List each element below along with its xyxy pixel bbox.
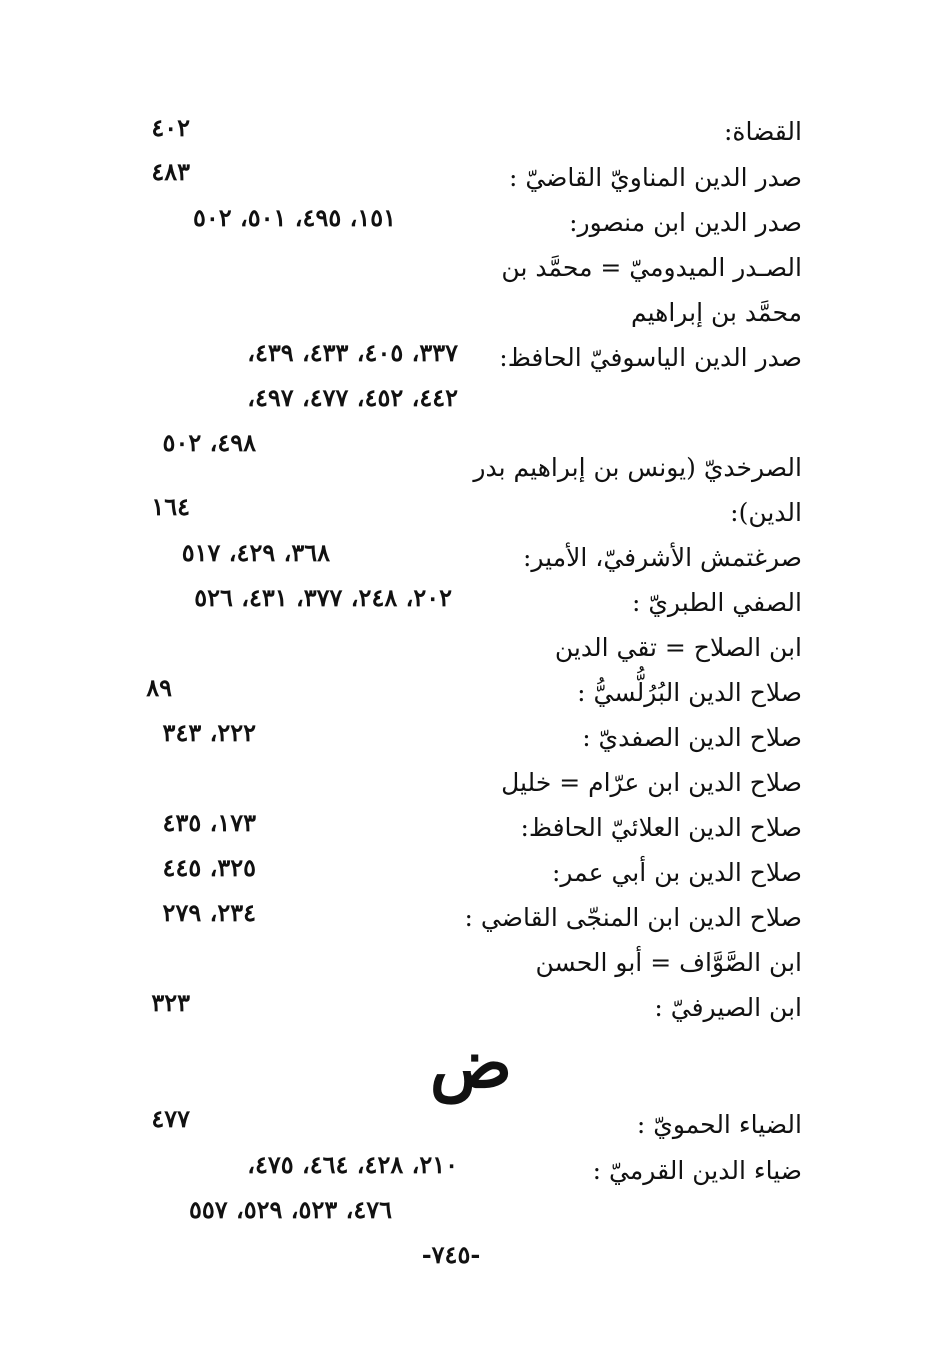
page-number: -٧٤٥- [421,1240,481,1269]
entry-pages: ٣٦٨، ٤٢٩، ٥١٧ [181,538,330,567]
section-letter-heading: ض [429,1024,513,1104]
entry-name: الضياء الحمويّ : [636,1110,802,1139]
entry-name: صرغتمش الأشرفيّ، الأمير: [522,543,802,572]
entry-pages: ٣٣٧، ٤٠٥، ٤٣٣، ٤٣٩، [247,338,458,367]
entry-pages: ١٧٣، ٤٣٥ [162,808,256,837]
entry-name: الصـدر الميدوميّ = محمَّد بن [501,253,802,282]
entry-name: ابن الصيرفيّ : [654,993,802,1022]
entry-pages: ٤٧٧ [151,1104,190,1133]
entry-pages: ٤٧٦، ٥٢٣، ٥٢٩، ٥٥٧ [188,1195,392,1224]
entry-pages: ٨٩ [146,673,172,702]
entry-name: ضياء الدين القرميّ : [592,1156,802,1185]
entry-pages: ٤٠٢ [151,113,190,142]
entry-name: الصفي الطبريّ : [631,588,802,617]
entry-name: ابن الصَّوَّاف = أبو الحسن [535,948,802,977]
entry-pages: ١٥١، ٤٩٥، ٥٠١، ٥٠٢ [192,203,396,232]
entry-name: القضاة: [723,117,802,146]
entry-pages: ٢٢٢، ٣٤٣ [162,718,256,747]
entry-pages: ٣٢٥، ٤٤٥ [162,853,256,882]
entry-pages: ٤٨٣ [151,157,190,186]
entry-name: صدر الدين ابن منصور: [569,208,802,237]
entry-pages: ٤٤٢، ٤٥٢، ٤٧٧، ٤٩٧، [247,383,458,412]
entry-name: ابن الصلاح = تقي الدين [554,633,802,662]
entry-name: صلاح الدين بن أبي عمر: [551,858,802,887]
entry-name: صدر الدين الياسوفيّ الحافظ: [499,343,802,372]
entry-name: الدين): [730,498,802,527]
entry-name: محمَّد بن إبراهيم [631,298,802,327]
entry-pages: ١٦٤ [151,492,190,521]
entry-name: صلاح الدين الصفديّ : [582,723,802,752]
entry-name: صدر الدين المناويّ القاضيّ : [508,163,802,192]
entry-name: صلاح الدين البُرُلُّسيُّ : [577,678,802,707]
entry-name: الصرخديّ (يونس بن إبراهيم بدر [473,453,802,482]
entry-name: صلاح الدين ابن المنجّى القاضي : [464,903,802,932]
entry-pages: ٣٢٣ [151,988,190,1017]
entry-pages: ٢١٠، ٤٢٨، ٤٦٤، ٤٧٥، [247,1150,458,1179]
entry-name: صلاح الدين ابن عرّام = خليل [501,768,802,797]
entry-name: صلاح الدين العلائيّ الحافظ: [520,813,802,842]
entry-pages: ٤٩٨، ٥٠٢ [162,428,256,457]
entry-pages: ٢٣٤، ٢٧٩ [162,898,256,927]
entry-pages: ٢٠٢، ٢٤٨، ٣٧٧، ٤٣١، ٥٢٦ [194,583,452,612]
